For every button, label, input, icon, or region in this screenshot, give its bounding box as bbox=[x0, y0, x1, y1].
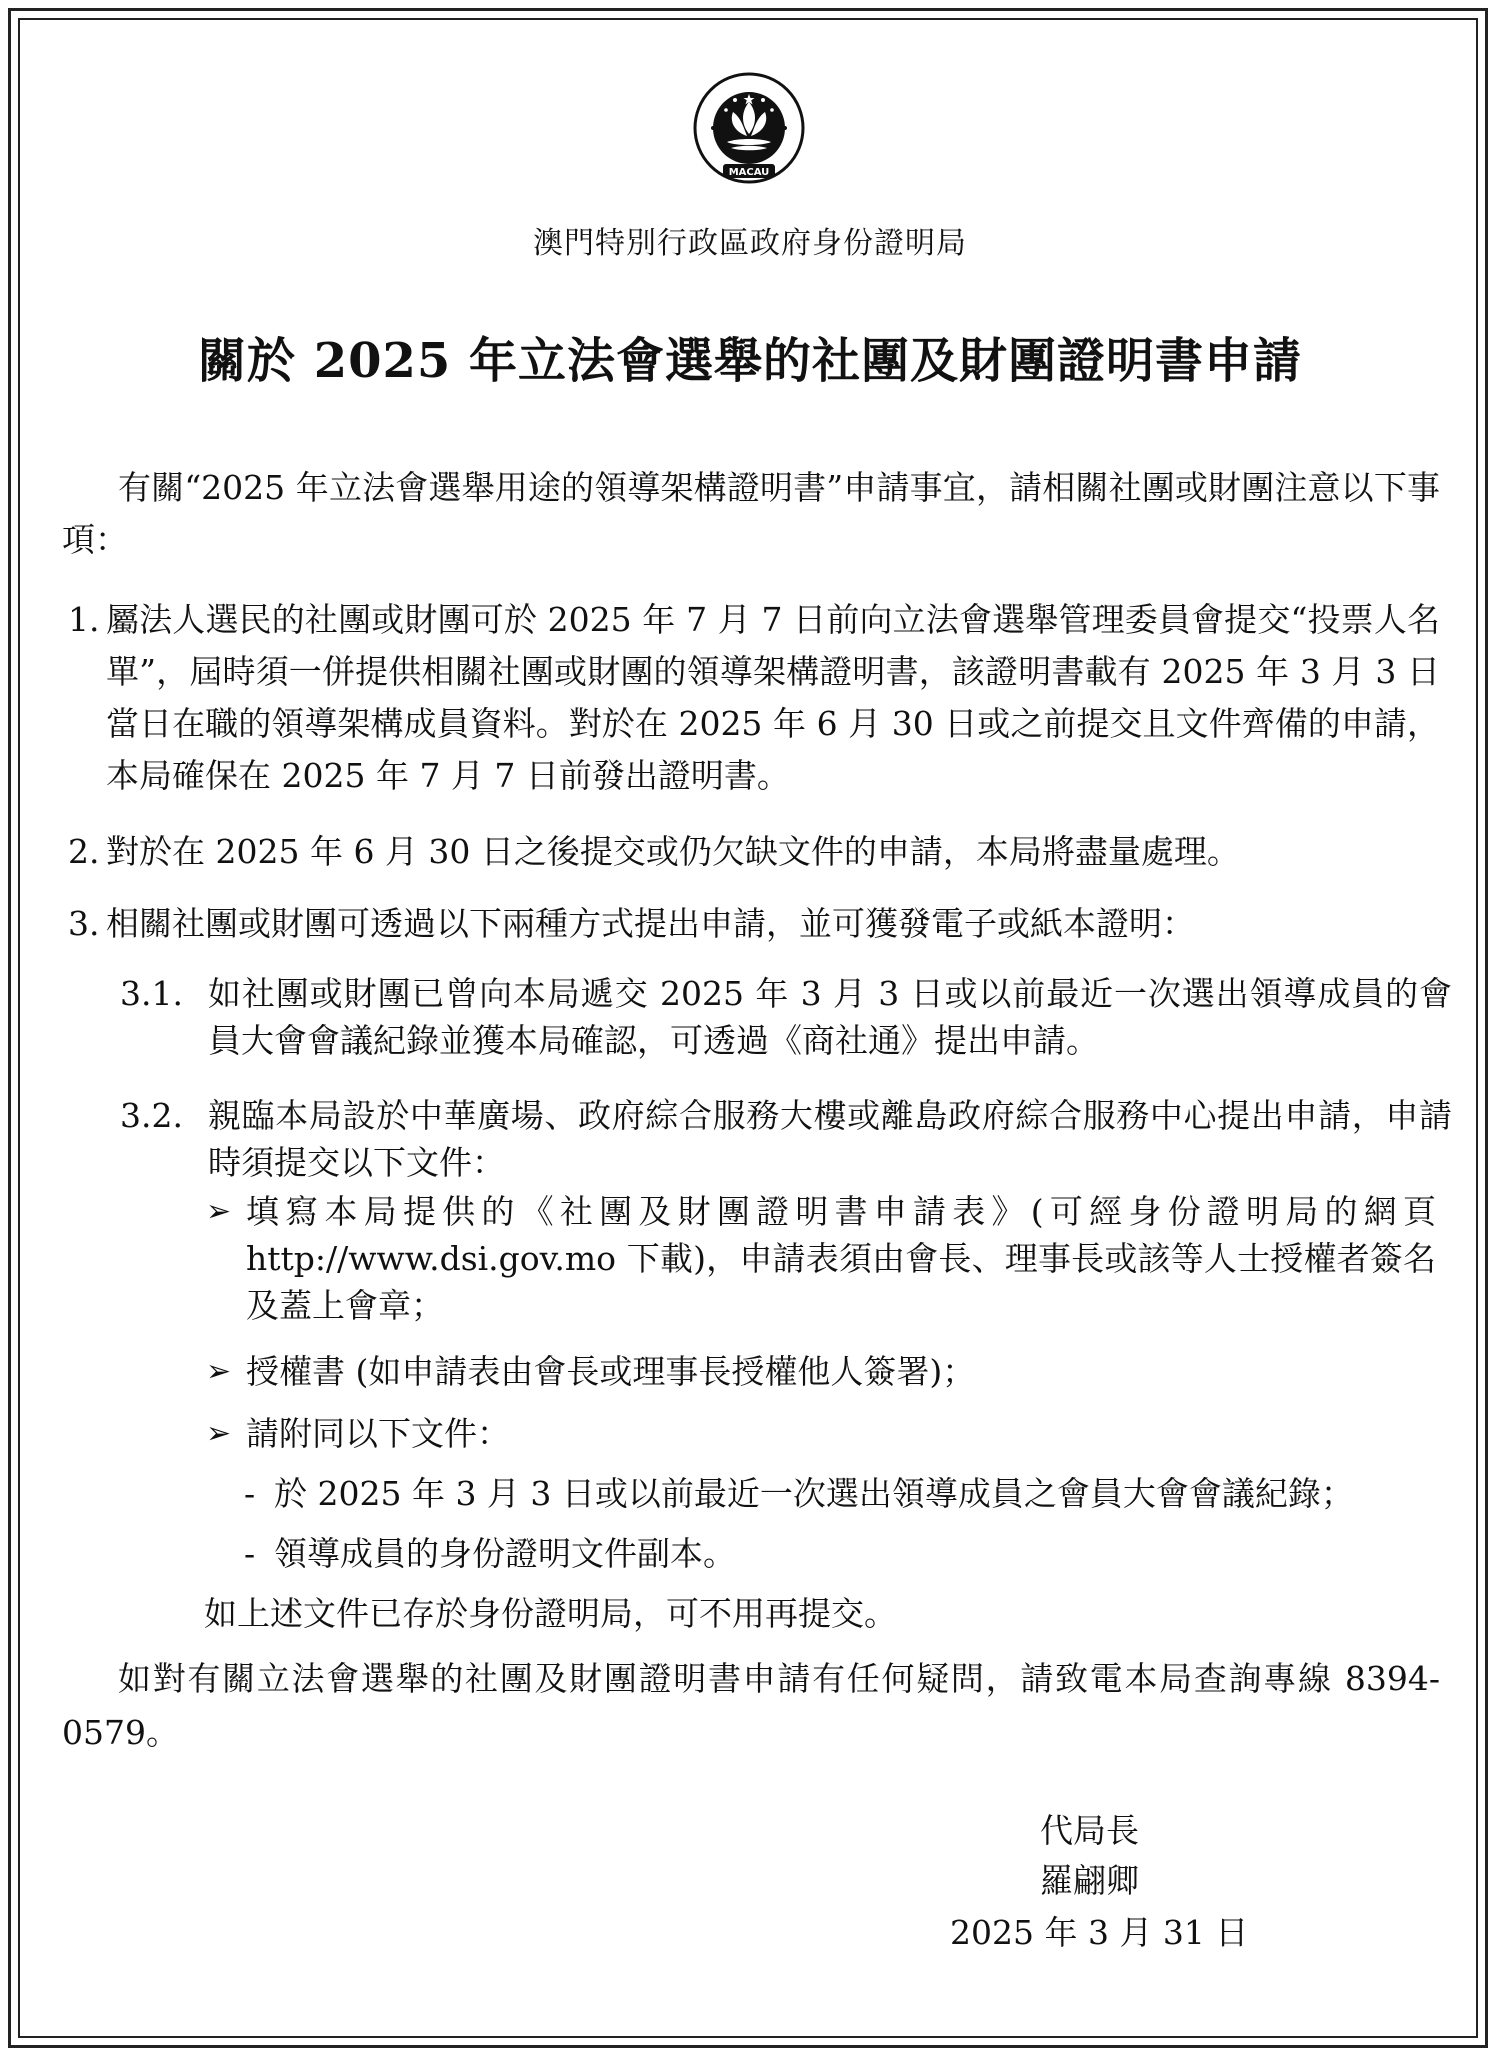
item-number: 2. bbox=[68, 832, 100, 871]
signature-name: 羅翩卿 bbox=[1040, 1861, 1139, 1900]
item-number: 3. bbox=[68, 904, 100, 943]
dash-text: 領導成員的身份證明文件副本。 bbox=[274, 1534, 736, 1573]
signature-date: 2025 年 3 月 31 日 bbox=[950, 1913, 1249, 1952]
sub-item-number: 3.2. bbox=[120, 1096, 183, 1135]
arrow-bullet-icon: ➢ bbox=[206, 1194, 232, 1229]
page-title: 關於 2025 年立法會選舉的社團及財團證明書申請 bbox=[197, 333, 1303, 389]
item-text: 相關社團或財團可透過以下兩種方式提出申請，並可獲發電子或紙本證明： bbox=[106, 904, 1195, 943]
bullet-text: 填寫本局提供的《社團及財團證明書申請表》(可經身份證明局的網頁 http://www.dsi.gov.mo 下載)，申請表須由會長、理事長或該等人士授權者簽名及蓋上會章； bbox=[246, 1192, 1436, 1325]
sub-item-text: 親臨本局設於中華廣場、政府綜合服務大樓或離島政府綜合服務中心提出申請，申請時須提交以下文件： bbox=[208, 1096, 1452, 1182]
item-number: 1. bbox=[68, 600, 100, 639]
arrow-bullet-icon: ➢ bbox=[206, 1416, 232, 1451]
dash-bullet-icon: - bbox=[244, 1474, 256, 1513]
intro-paragraph: 有關“2025 年立法會選舉用途的領導架構證明書”申請事宜，請相關社團或財團注意以下事項： bbox=[62, 468, 1440, 559]
macau-emblem bbox=[693, 72, 805, 184]
dash-text: 於 2025 年 3 月 3 日或以前最近一次選出領導成員之會員大會會議紀錄； bbox=[274, 1474, 1354, 1513]
lotus-emblem-icon bbox=[693, 72, 805, 184]
note-text: 如上述文件已存於身份證明局，可不用再提交。 bbox=[204, 1594, 897, 1633]
arrow-bullet-icon: ➢ bbox=[206, 1354, 232, 1389]
item-text: 屬法人選民的社團或財團可於 2025 年 7 月 7 日前向立法會選舉管理委員會提交“投票人名單”，屆時須一併提供相關社團或財團的領導架構證明書，該證明書載有 2025 年 3 月 3 日當日在職的領導架構成員資料。對於在 2025 年 6 月 30 日或之前提交且文件齊備的申請，本局確保在 2025 年 7 月 7 日前發出證明書。 bbox=[106, 600, 1440, 795]
bullet-text: 授權書 (如申請表由會長或理事長授權他人簽署)； bbox=[246, 1352, 976, 1391]
bullet-text: 請附同以下文件： bbox=[246, 1414, 510, 1453]
sub-item-number: 3.1. bbox=[120, 974, 183, 1013]
emblem-label: MACAU bbox=[728, 167, 770, 178]
dash-bullet-icon: - bbox=[244, 1534, 256, 1573]
closing-paragraph: 如對有關立法會選舉的社團及財團證明書申請有任何疑問，請致電本局查詢專線 8394-0579。 bbox=[62, 1659, 1440, 1752]
signature-role: 代局長 bbox=[1040, 1811, 1139, 1850]
agency-name: 澳門特別行政區政府身份證明局 bbox=[533, 226, 967, 261]
item-text: 對於在 2025 年 6 月 30 日之後提交或仍欠缺文件的申請，本局將盡量處理。 bbox=[106, 832, 1240, 871]
sub-item-text: 如社團或財團已曾向本局遞交 2025 年 3 月 3 日或以前最近一次選出領導成員的會員大會會議紀錄並獲本局確認，可透過《商社通》提出申請。 bbox=[208, 974, 1452, 1060]
